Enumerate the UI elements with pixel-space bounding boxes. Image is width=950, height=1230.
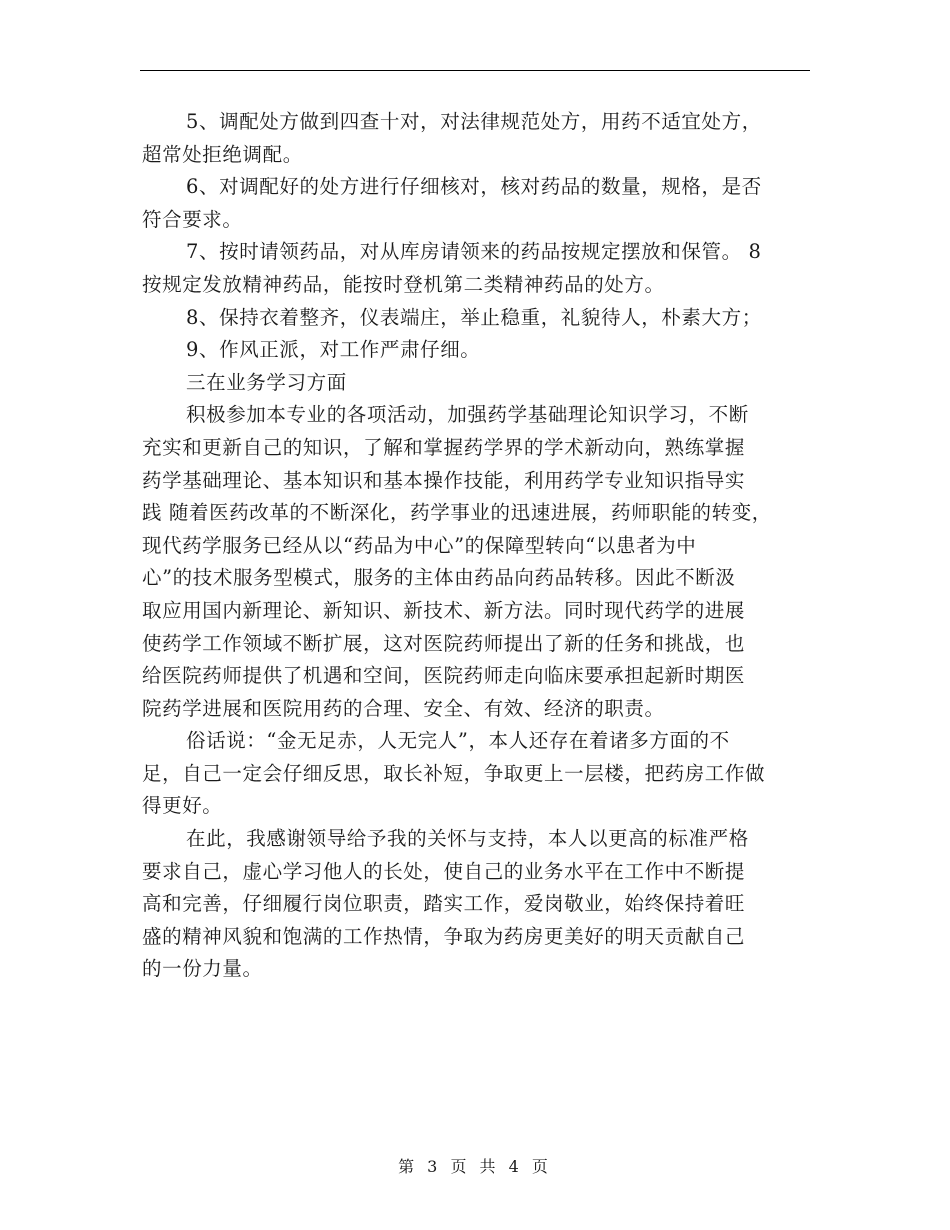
text-line: 超常处拒绝调配。 [142,142,303,166]
text-line: 现代药学服务已经从以“药品为中心”的保障型转向“以患者为中 [142,533,697,557]
text-line: 盛的精神风貌和饱满的工作热情，争取为药房更美好的明天贡献自己 [142,924,746,948]
text-line: 9、作风正派，对工作严肃仔细。 [186,338,481,362]
text-line: 按规定发放精神药品，能按时登机第二类精神药品的处方。 [142,272,665,296]
text-line: 符合要求。 [142,207,243,231]
page-number-footer: 第 3 页 共 4 页 [398,1157,552,1176]
text-line: 俗话说：“金无足赤，人无完人”，本人还存在着诸多方面的不 [186,729,730,753]
text-line: 取应用国内新理论、新知识、新技术、新方法。同时现代药学的进展 [142,598,746,622]
text-line: 6、对调配好的处方进行仔细核对，核对药品的数量，规格，是否 [186,175,762,199]
text-line: 要求自己，虚心学习他人的长处，使自己的业务水平在工作中不断提 [142,859,746,883]
text-line: 的一份力量。 [142,957,263,981]
document-body [142,106,812,986]
text-line: 在此，我感谢领导给予我的关怀与支持，本人以更高的标准严格 [186,827,749,851]
text-line: 8、保持衣着整齐，仪表端庄，举止稳重，礼貌待人，朴素大方； [186,305,762,329]
text-line: 践 随着医药改革的不断深化，药学事业的迅速进展，药师职能的转变， [142,501,772,525]
text-line: 充实和更新自己的知识，了解和掌握药学界的学术新动向，熟练掌握 [142,435,746,459]
text-line: 高和完善，仔细履行岗位职责，踏实工作，爱岗敬业，始终保持着旺 [142,892,746,916]
text-line: 足，自己一定会仔细反思，取长补短，争取更上一层楼，把药房工作做 [142,761,766,785]
text-line: 5、调配处方做到四查十对，对法律规范处方，用药不适宜处方， [186,110,762,133]
text-line: 院药学进展和医院用药的合理、安全、有效、经济的职责。 [142,696,665,720]
text-line: 给医院药师提供了机遇和空间，医院药师走向临床要承担起新时期医 [142,664,746,688]
text-line: 心”的技术服务型模式，服务的主体由药品向药品转移。因此不断汲 [142,566,736,590]
text-line: 得更好。 [142,794,223,818]
text-line: 药学基础理论、基本知识和基本操作技能，利用药学专业知识指导实 [142,468,746,492]
section-heading: 三在业务学习方面 [186,370,347,394]
header-rule [140,70,810,71]
text-line: 积极参加本专业的各项活动，加强药学基础理论知识学习，不断 [186,403,749,427]
text-line: 使药学工作领域不断扩展，这对医院药师提出了新的任务和挑战，也 [142,631,746,655]
text-line: 7、按时请领药品，对从库房请领来的药品按规定摆放和保管。 8 [186,240,762,264]
